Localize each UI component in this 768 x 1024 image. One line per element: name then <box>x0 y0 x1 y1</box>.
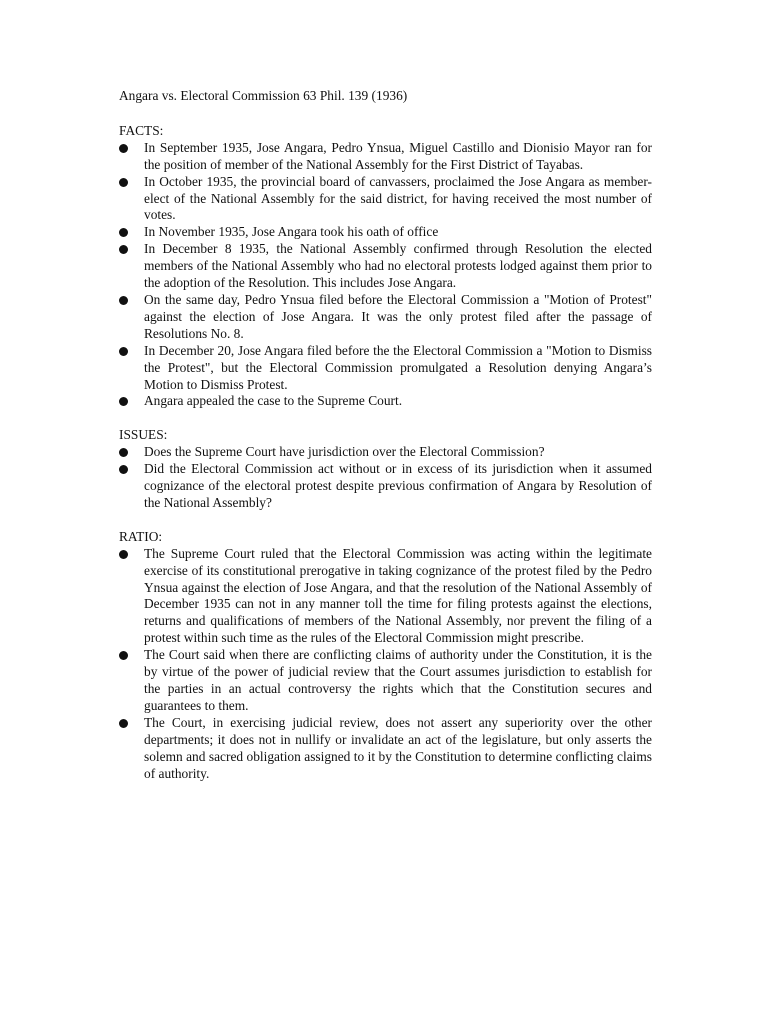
issues-heading: ISSUES: <box>119 427 168 443</box>
bullet-icon <box>119 144 128 153</box>
issues-list-item <box>119 461 652 512</box>
facts-item-text: In December 20, Jose Angara filed before the the Electoral Commission a "Motion to Dismiss the Protest", but the Electoral Commission promulgated a Resolution denying Angara’s Motion to Dismiss Protest. <box>144 342 652 392</box>
issues-item-text: Did the Electoral Commission act without or in excess of its jurisdiction when it assumed cognizance of the electoral protest despite previous confirmation of Angara by Resolution of the National Assembly? <box>144 461 652 510</box>
bullet-icon <box>119 397 128 406</box>
ratio-list-item <box>119 647 652 715</box>
ratio-item-text: The Court, in exercising judicial review, does not assert any superiority over the other departments; it does not in nullify or invalidate an act of the legislature, but only asserts the solemn and sacred obligation assigned to it by the Constitution to determine conflicting claims of authority. <box>144 714 652 781</box>
bullet-icon <box>119 296 128 305</box>
facts-item-text: In November 1935, Jose Angara took his oath of office <box>144 224 439 240</box>
bullet-icon <box>119 347 128 356</box>
issues-list <box>119 444 652 512</box>
facts-list-item <box>119 292 652 343</box>
facts-item-text: In December 8 1935, the National Assembly confirmed through Resolution the elected members of the National Assembly who had no electoral protests lodged against them prior to the adoption of the Resolution. This includes Jose Angara. <box>144 241 652 291</box>
bullet-icon <box>119 550 128 559</box>
bullet-icon <box>119 465 128 474</box>
ratio-section <box>119 529 652 783</box>
document-page <box>119 88 652 799</box>
document-title: Angara vs. Electoral Commission 63 Phil. 139 (1936) <box>119 88 408 103</box>
facts-list-item <box>119 393 652 410</box>
ratio-list-item <box>119 715 652 783</box>
facts-heading: FACTS: <box>119 122 164 138</box>
facts-list-item <box>119 343 652 394</box>
facts-list-item <box>119 174 652 225</box>
issues-item-text: Does the Supreme Court have jurisdiction over the Electoral Commission? <box>144 444 545 460</box>
ratio-item-text: The Supreme Court ruled that the Electoral Commission was acting within the legitimate exercise of its constitutional prerogative in taking cognizance of the protest filed by the Pedro Ynsua against the election of Jose Angara, and that the resolution of the National Assembly of December 1935 can not in any manner toll the time for filing protests against the elections, returns and qualifications of members of the National Assembly, nor prevent the filing of a protest within such time as the rules of the Electoral Commission might prescribe. <box>144 545 652 646</box>
bullet-icon <box>119 245 128 254</box>
ratio-list <box>119 546 652 783</box>
bullet-icon <box>119 228 128 237</box>
facts-list <box>119 140 652 411</box>
facts-list-item <box>119 140 652 174</box>
facts-list-item <box>119 224 652 241</box>
ratio-item-text: The Court said when there are conflicting claims of authority under the Constitution, it is the by virtue of the power of judicial review that the Court assumes jurisdiction to establish for the parties in an actual controversy the rights which that the Constitution secures and guarantees to them. <box>144 647 652 713</box>
bullet-icon <box>119 178 128 187</box>
facts-item-text: On the same day, Pedro Ynsua filed before the Electoral Commission a "Motion of Protest" against the election of Jose Angara. It was the only protest filed after the passage of Resolutions No. 8. <box>144 291 652 341</box>
bullet-icon <box>119 651 128 660</box>
issues-section <box>119 427 652 512</box>
bullet-icon <box>119 719 128 728</box>
facts-item-text: In September 1935, Jose Angara, Pedro Ynsua, Miguel Castillo and Dionisio Mayor ran for the position of member of the National Assembly for the First District of Tayabas. <box>144 139 652 172</box>
ratio-heading: RATIO: <box>119 528 163 544</box>
issues-list-item <box>119 444 652 461</box>
facts-section <box>119 123 652 410</box>
facts-item-text: Angara appealed the case to the Supreme Court. <box>144 393 403 409</box>
facts-list-item <box>119 241 652 292</box>
facts-item-text: In October 1935, the provincial board of canvassers, proclaimed the Jose Angara as member-elect of the National Assembly for the said district, for having received the most number of votes. <box>144 173 652 223</box>
ratio-list-item <box>119 546 652 647</box>
bullet-icon <box>119 448 128 457</box>
